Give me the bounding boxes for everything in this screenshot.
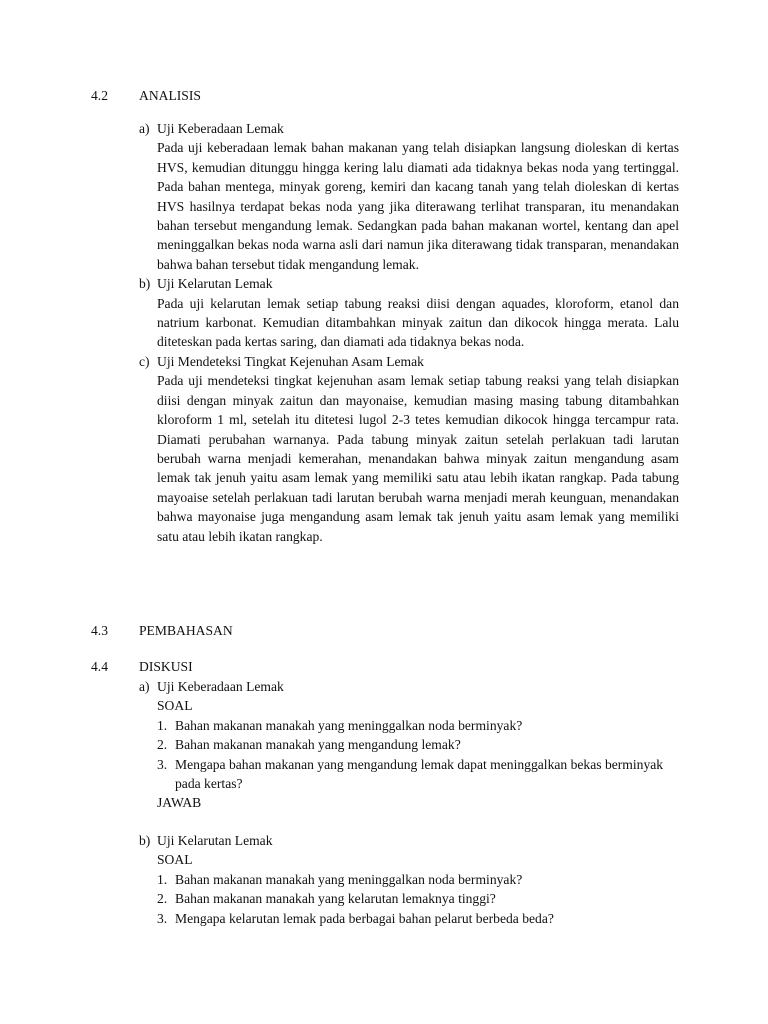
- question-text: Bahan makanan manakah yang meninggalkan noda berminyak?: [175, 717, 523, 733]
- question-list: [157, 716, 679, 794]
- item-paragraph: Pada uji keberadaan lemak bahan makanan yang telah disiapkan langsung dioleskan di kertas HVS, kemudian ditunggu hingga kering lalu diamati ada tidaknya bekas noda yang tertinggal. Pada bahan mentega, minyak goreng, kemiri dan kacang tanah yang telah dioleskan di kertas HVS hasilnya terdapat bekas noda yang jika diterawang terlihat transparan, itu menandakan bahan tersebut mengandung lemak. Sedangkan pada bahan makanan wortel, kentang dan apel meninggalkan bekas noda warna asli dari namun jika diterawang tidak transparan, menandakan bahwa bahan tersebut tidak mengandung lemak.: [157, 140, 679, 272]
- list-item: [157, 735, 679, 754]
- list-item: [157, 889, 679, 908]
- soal-label: SOAL: [157, 852, 193, 868]
- item-letter: b): [139, 276, 151, 292]
- question-number: 3.: [157, 910, 168, 926]
- list-item: [157, 870, 679, 889]
- analisis-item-c: [139, 352, 679, 546]
- question-text: Bahan makanan manakah yang mengandung lemak?: [175, 737, 461, 753]
- item-letter: a): [139, 121, 150, 136]
- list-item: [157, 755, 679, 794]
- item-title: Uji Keberadaan Lemak: [157, 121, 284, 136]
- question-number: 2.: [157, 737, 168, 753]
- section-number: 4.2: [91, 88, 108, 103]
- question-number: 2.: [157, 891, 168, 907]
- item-title: Uji Kelarutan Lemak: [157, 833, 273, 848]
- jawab-label: JAWAB: [157, 795, 202, 811]
- item-title: Uji Mendeteksi Tingkat Kejenuhan Asam Lemak: [157, 353, 424, 369]
- question-number: 3.: [157, 756, 168, 772]
- diskusi-item-b: [139, 831, 679, 928]
- question-text: Bahan makanan manakah yang meninggalkan noda berminyak?: [175, 871, 523, 887]
- diskusi-item-a: [139, 677, 679, 813]
- section-number: 4.4: [91, 659, 108, 674]
- item-letter: a): [139, 679, 150, 694]
- list-item: [157, 716, 679, 735]
- question-text: Mengapa kelarutan lemak pada berbagai bahan pelarut berbeda beda?: [175, 910, 554, 926]
- question-text: Mengapa bahan makanan yang mengandung lemak dapat meninggalkan bekas berminyak pada kertas?: [175, 756, 664, 792]
- section-title: PEMBAHASAN: [139, 623, 233, 638]
- analisis-item-a: [139, 119, 679, 274]
- question-number: 1.: [157, 871, 168, 887]
- question-text: Bahan makanan manakah yang kelarutan lemaknya tinggi?: [175, 891, 496, 907]
- soal-label: SOAL: [157, 698, 193, 714]
- item-letter: b): [139, 833, 151, 848]
- item-title: Uji Kelarutan Lemak: [157, 276, 273, 292]
- item-title: Uji Keberadaan Lemak: [157, 679, 284, 694]
- analisis-subsections: [139, 119, 679, 546]
- section-title: DISKUSI: [139, 659, 193, 674]
- item-letter: c): [139, 353, 150, 369]
- item-paragraph: Pada uji kelarutan lemak setiap tabung reaksi diisi dengan aquades, kloroform, etanol dan natrium karbonat. Kemudian ditambahkan minyak zaitun dan dikocok hingga merata. Lalu diteteskan pada kertas saring, dan diamati ada tidaknya bekas noda.: [157, 295, 679, 350]
- list-item: [157, 909, 679, 928]
- section-number: 4.3: [91, 623, 108, 638]
- analisis-item-b: [139, 274, 679, 352]
- question-list: [157, 870, 679, 928]
- section-title: ANALISIS: [139, 88, 201, 103]
- item-paragraph: Pada uji mendeteksi tingkat kejenuhan asam lemak setiap tabung reaksi yang telah disiapkan diisi dengan minyak zaitun dan mayonaise, kemudian masing masing tabung ditambahkan kloroform 1 ml, setelah itu ditetesi lugol 2-3 tetes kemudian dikocok hingga tercampur rata. Diamati perubahan warnanya. Pada tabung minyak zaitun setelah perlakuan tadi larutan berubah warna menjadi kemerahan, menandakan bahwa minyak zaitun mengandung asam lemak tak jenuh yaitu asam lemak yang memiliki satu atau lebih ikatan rangkap. Pada tabung mayoaise setelah perlakuan tadi larutan berubah warna menjadi merah keunguan, menandakan bahwa mayonaise juga mengandung asam lemak tak jenuh yaitu asam lemak yang memiliki satu atau lebih ikatan rangkap.: [157, 373, 679, 544]
- question-number: 1.: [157, 717, 168, 733]
